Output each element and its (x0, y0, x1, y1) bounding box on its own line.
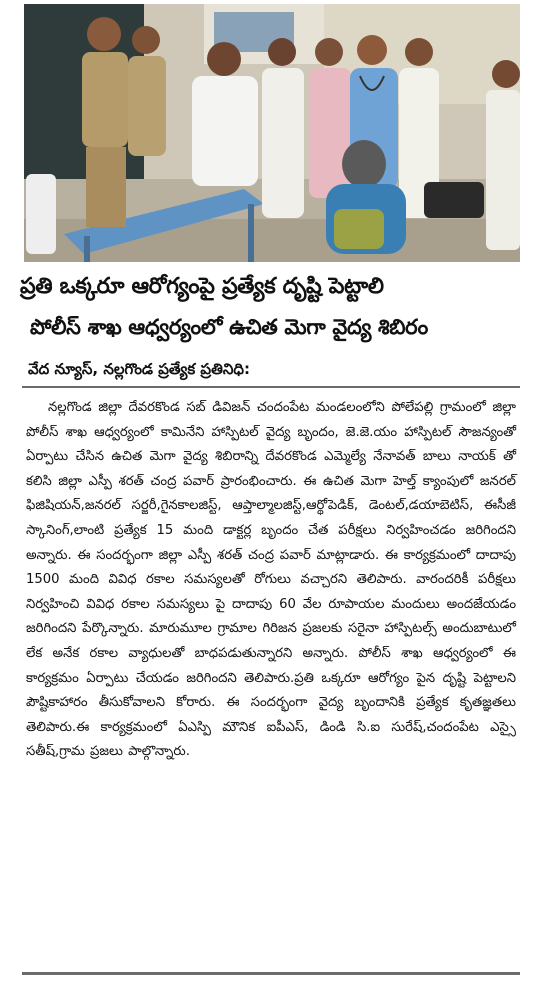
headline-secondary: పోలీస్ శాఖ ఆధ్వర్యంలో ఉచిత మెగా వైద్య శిబిరం (30, 315, 428, 339)
byline: వేద న్యూస్, నల్లగొండ ప్రత్యేక ప్రతినిధి: (28, 360, 250, 378)
divider-line (22, 386, 520, 388)
news-photo (24, 4, 520, 262)
article-body (26, 396, 516, 765)
headline-primary: ప్రతి ఒక్కరూ ఆరోగ్యంపై ప్రత్యేక దృష్టి పెట్టాలి (20, 274, 384, 299)
divider-line-bottom (22, 972, 520, 975)
article-paragraph: నల్లగొండ జిల్లా దేవరకొండ సబ్ డివిజన్ చందంపేట మండలంలోని పోలేపల్లి గ్రామంలో జిల్లా పోలీస్ శాఖ ఆధ్వర్యంలో కామినేని హాస్పిటల్ వైద్య బృందం, జె.జె.యం హాస్పిటల్ సౌజన్యంతో ఏర్పాటు చేసిన ఉచిత మెగా వైద్య శిబిరాన్ని దేవరకొండ ఎమ్మెల్యే నేనావత్ బాలు నాయక్ తో కలిసి జిల్లా ఎస్పీ శరత్ చంద్ర పవార్ ప్రారంభించారు. ఈ ఉచిత మెగా హెల్త్ క్యాంపులో జనరల్ ఫిజిషియన్,జనరల్ సర్జరీ,గైనకాలజిస్ట్, ఆప్తాల్మాలజిస్ట్,ఆర్థోపెడిక్, డెంటల్,డయాబెటిస్, ఈసీజీ స్కానింగ్,లాంటి ప్రత్యేక 15 మంది డాక్టర్ల బృందం చేత పరీక్షలు నిర్వహించడం జరిగిందని అన్నారు. ఈ సందర్భంగా జిల్లా ఎస్పీ శరత్ చంద్ర పవార్ మాట్లాడారు. ఈ కార్యక్రమంలో దాదాపు 1500 మంది వివిధ రకాల సమస్యలతో రోగులు వచ్చారని తెలిపారు. వారందరికీ పరీక్షలు నిర్వహించి వివిధ రకాల సమస్యలు పై దాదాపు 60 వేల రూపాయల మందులు అందజేయడం జరిగిందని పేర్కొన్నారు. మారుమూల గ్రామాల గిరిజన ప్రజలకు సరైనా హాస్పిటల్స్ అందుబాటులో లేక అనేక రకాల వ్యాధులతో బాధపడుతున్నారని అన్నారు. పోలీస్ శాఖ ఆధ్వర్యంలో ఈ కార్యక్రమం ఏర్పాటు చేయడం జరిగిందని తెలిపారు.ప్రతి ఒక్కరూ ఆరోగ్యం పైన దృష్టి పెట్టాలని పౌష్టికాహారం తీసుకోవాలని కోరారు. ఈ సందర్భంగా వైద్య బృందానికి ప్రత్యేక కృతజ్ఞతలు తెలిపారు.ఈ కార్యక్రమంలో ఏఎస్పి మౌనిక ఐపీఎస్, డిండి సి.ఐ సురేష్,చందంపేట ఎస్సై సతీష్,గ్రామ ప్రజలు పాల్గొన్నారు. (26, 400, 516, 760)
